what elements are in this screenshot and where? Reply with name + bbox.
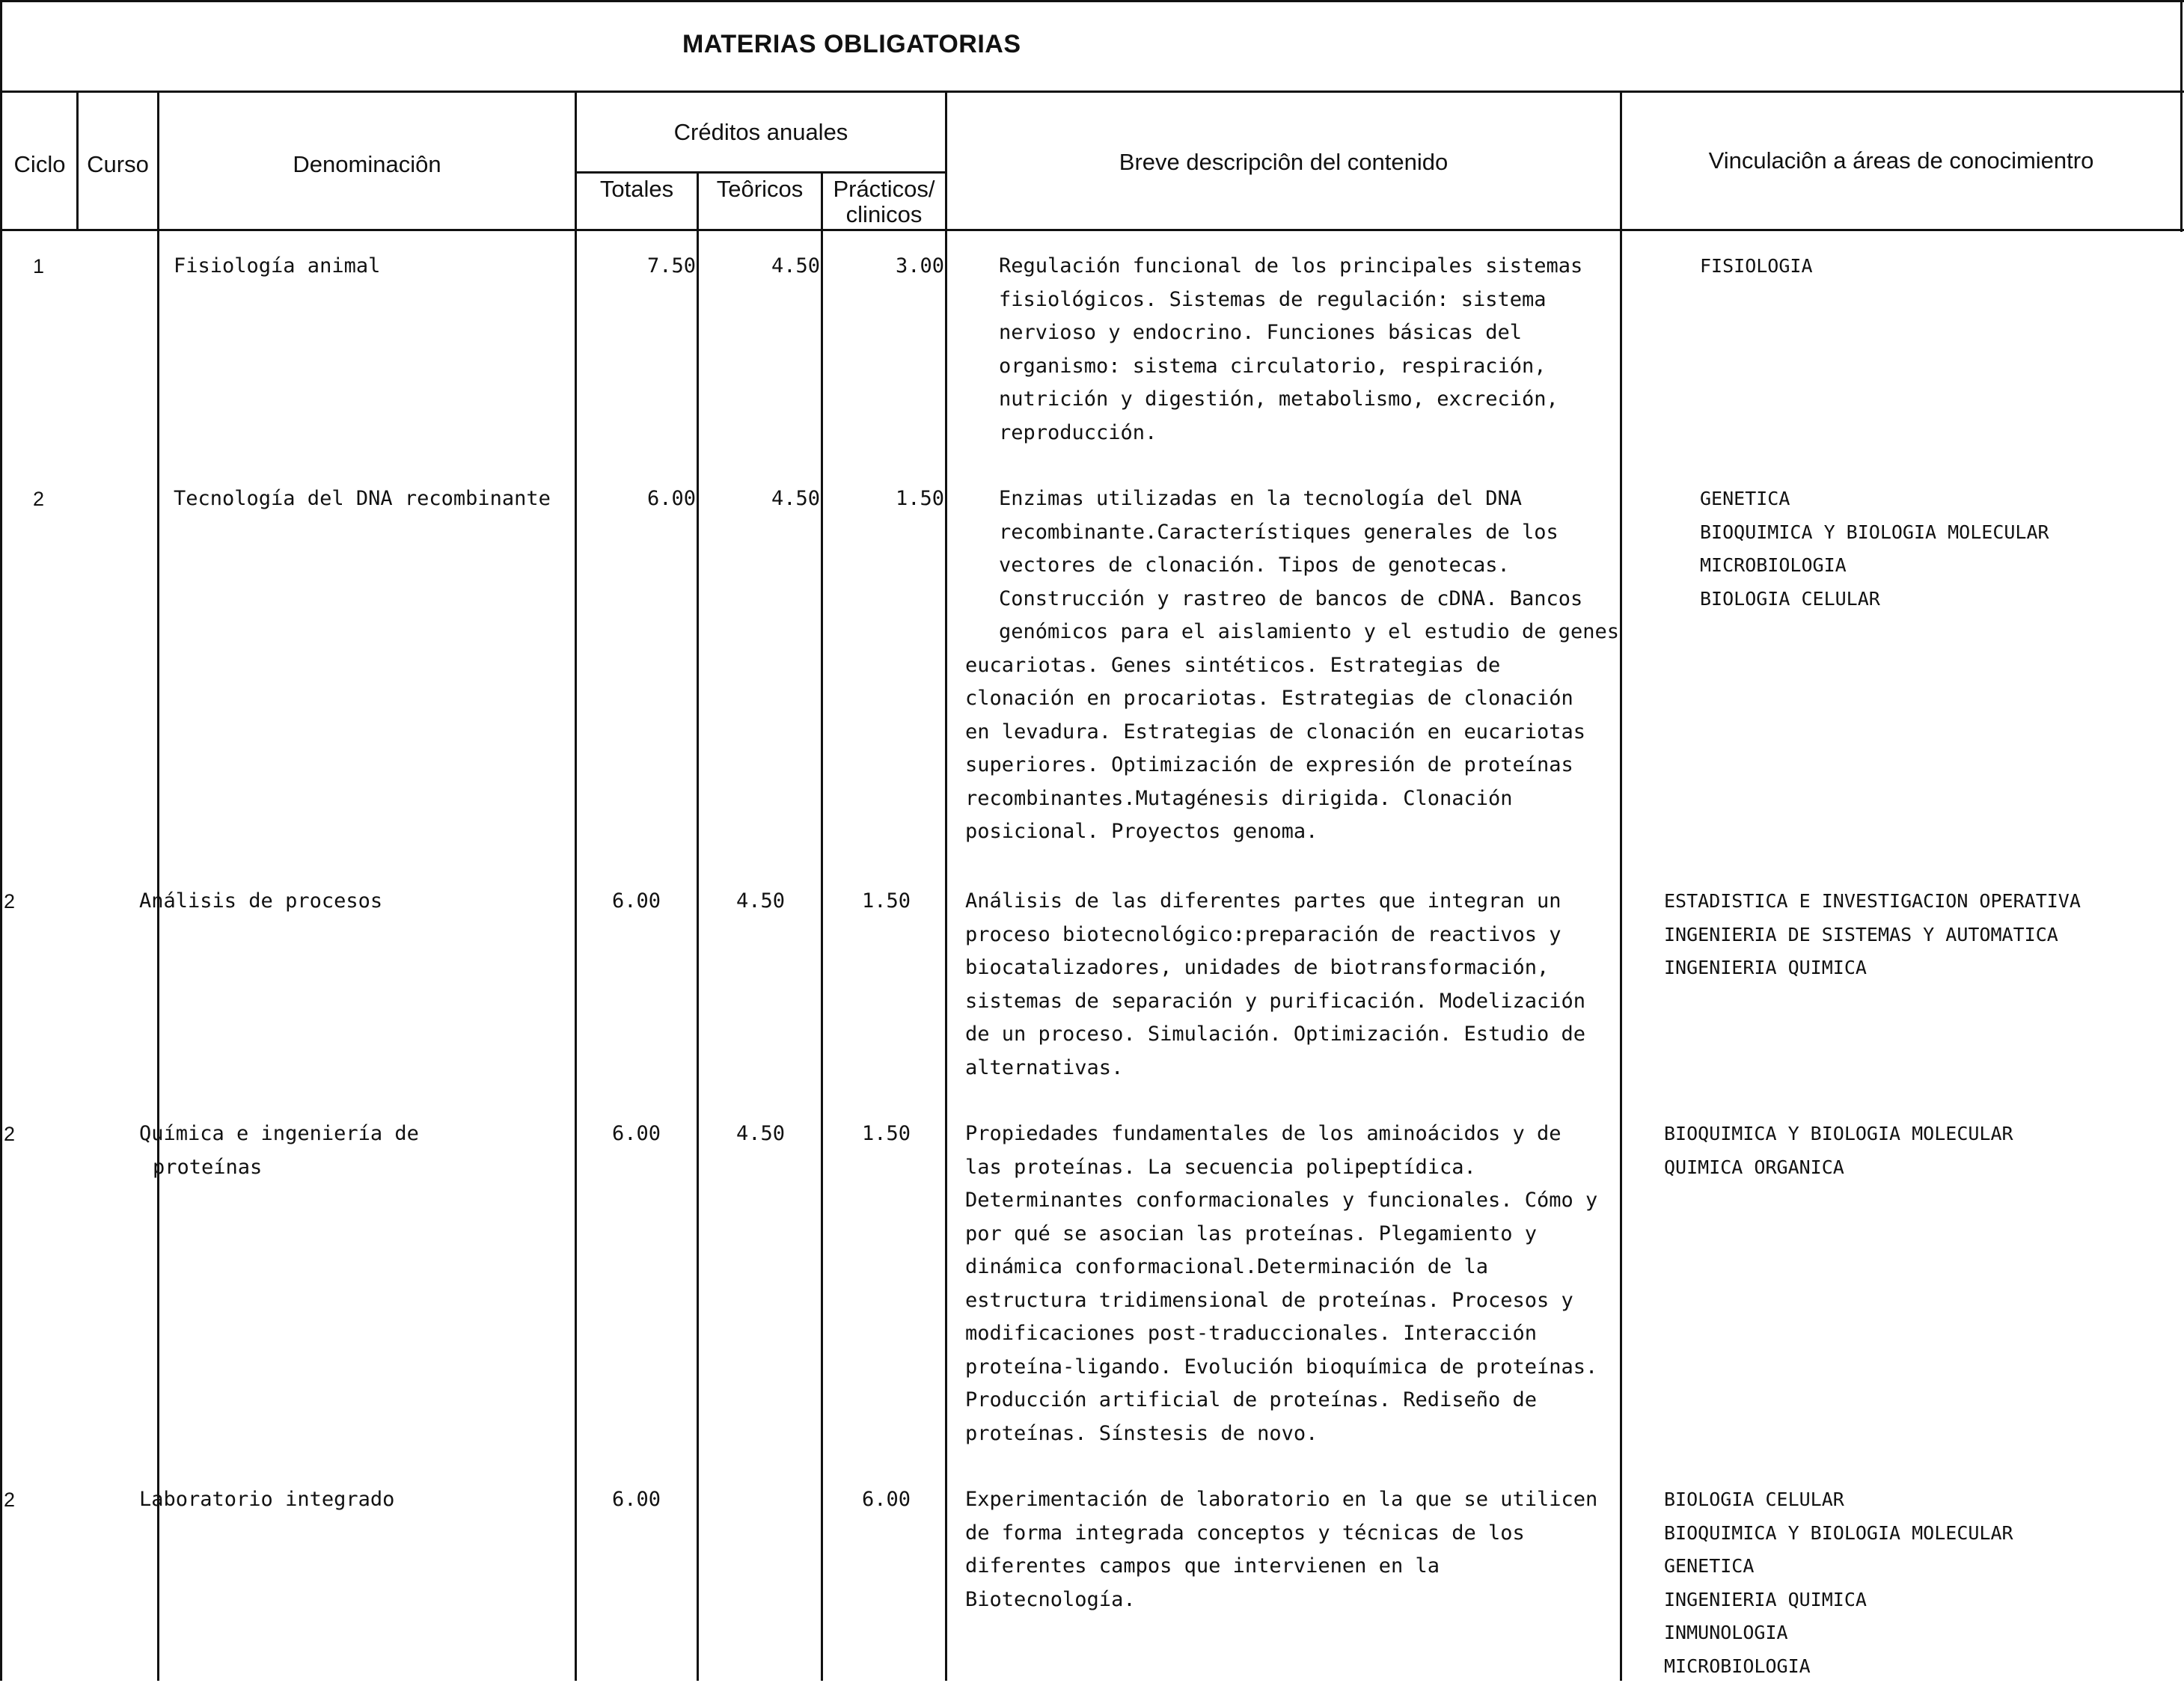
descripcion-line: en levadura. Estrategias de clonación en eucariotas xyxy=(965,716,1619,749)
area-line: BIOLOGIA CELULAR xyxy=(1700,583,2049,616)
areas-cell xyxy=(1664,1483,2013,1683)
left-border xyxy=(0,0,2,1681)
header-descripcion: Breve descripciôn del contenido xyxy=(947,150,1620,175)
totales-cell: 6.00 xyxy=(612,1483,661,1517)
totales-cell: 7.50 xyxy=(584,250,696,283)
descripcion-line: Producción artificial de proteínas. Rediseño de xyxy=(965,1384,1597,1417)
descripcion-line: Experimentación de laboratorio en la que se utilicen xyxy=(965,1483,1597,1517)
col-divider-denominacion xyxy=(575,91,577,1681)
header-teoricos: Teôricos xyxy=(699,177,821,202)
teoricos-cell: 4.50 xyxy=(736,1118,785,1151)
descripcion-line: proteína-ligando. Evolución bioquímica de proteínas. xyxy=(965,1351,1597,1385)
totales-cell: 6.00 xyxy=(612,1118,661,1151)
header-practicos xyxy=(823,177,945,227)
header-practicos-line2: clinicos xyxy=(823,202,945,227)
descripcion-cell xyxy=(965,1483,1597,1616)
col-divider-totales xyxy=(697,171,699,1681)
descripcion-line: por qué se asocian las proteínas. Plegamiento y xyxy=(965,1218,1597,1251)
denominacion-cell xyxy=(139,1483,394,1517)
ciclo-cell: 1 xyxy=(33,250,44,283)
descripcion-line: posicional. Proyectos genoma. xyxy=(965,815,1619,849)
page-title: MATERIAS OBLIGATORIAS xyxy=(682,30,1021,59)
denominacion-line: proteínas xyxy=(139,1151,419,1185)
top-border xyxy=(0,0,2184,2)
descripcion-line: Enzimas utilizadas en la tecnología del DNA xyxy=(965,482,1619,516)
area-line: BIOQUIMICA Y BIOLOGIA MOLECULAR xyxy=(1700,516,2049,550)
area-line: INGENIERIA DE SISTEMAS Y AUTOMATICA xyxy=(1664,919,2081,952)
descripcion-line: dinámica conformacional.Determinación de la xyxy=(965,1251,1597,1284)
descripcion-line: proteínas. Sínstesis de novo. xyxy=(965,1417,1597,1451)
denominacion-cell xyxy=(174,250,380,283)
header-creditos-anuales: Créditos anuales xyxy=(577,120,945,145)
descripcion-line: reproducción. xyxy=(999,417,1582,450)
right-border xyxy=(2180,0,2183,232)
descripcion-cell xyxy=(999,250,1582,450)
descripcion-line: biocatalizadores, unidades de biotransformación, xyxy=(965,951,1585,985)
descripcion-cell xyxy=(965,1118,1597,1450)
descripcion-line: de un proceso. Simulación. Optimización. Estudio de xyxy=(965,1018,1585,1052)
descripcion-line: superiores. Optimización de expresión de proteínas xyxy=(965,749,1619,782)
area-line: BIOQUIMICA Y BIOLOGIA MOLECULAR xyxy=(1664,1517,2013,1551)
descripcion-line: Análisis de las diferentes partes que integran un xyxy=(965,885,1585,919)
descripcion-line: eucariotas. Genes sintéticos. Estrategias de xyxy=(965,649,1619,683)
descripcion-line: Construcción y rastreo de bancos de cDNA. Bancos xyxy=(965,583,1619,616)
header-ciclo: Ciclo xyxy=(3,152,76,177)
denominacion-cell xyxy=(139,1118,419,1184)
descripcion-line: sistemas de separación y purificación. Modelización xyxy=(965,985,1585,1019)
ciclo-cell: 2 xyxy=(33,482,44,516)
header-curso: Curso xyxy=(79,152,157,177)
descripcion-line: Propiedades fundamentales de los aminoácidos y de xyxy=(965,1118,1597,1151)
teoricos-cell: 4.50 xyxy=(736,885,785,919)
area-line: INMUNOLOGIA xyxy=(1664,1616,2013,1650)
denominacion-line: Análisis de procesos xyxy=(139,885,382,919)
area-line: ESTADISTICA E INVESTIGACION OPERATIVA xyxy=(1664,885,2081,919)
header-denominacion: Denominaciôn xyxy=(159,152,575,177)
area-line: MICROBIOLOGIA xyxy=(1664,1650,2013,1683)
practicos-cell: 1.50 xyxy=(862,885,911,919)
descripcion-line: fisiológicos. Sistemas de regulación: sistema xyxy=(999,283,1582,317)
ciclo-cell: 2 xyxy=(4,885,15,919)
areas-cell xyxy=(1700,482,2049,616)
descripcion-line: recombinante.Característiques generales de los xyxy=(965,516,1619,550)
area-line: INGENIERIA QUIMICA xyxy=(1664,951,2081,985)
area-line: MICROBIOLOGIA xyxy=(1700,549,2049,583)
areas-cell xyxy=(1700,250,1813,283)
practicos-cell: 6.00 xyxy=(862,1483,911,1517)
area-line: FISIOLOGIA xyxy=(1700,250,1813,283)
area-line: GENETICA xyxy=(1664,1550,2013,1584)
descripcion-line: organismo: sistema circulatorio, respiración, xyxy=(999,350,1582,384)
descripcion-line: diferentes campos que intervienen en la xyxy=(965,1550,1597,1584)
totales-cell: 6.00 xyxy=(584,482,696,516)
practicos-cell: 1.50 xyxy=(862,1118,911,1151)
descripcion-line: Regulación funcional de los principales sistemas xyxy=(999,250,1582,283)
area-line: BIOLOGIA CELULAR xyxy=(1664,1483,2013,1517)
header-totales: Totales xyxy=(577,177,697,202)
denominacion-cell xyxy=(174,482,551,516)
descripcion-line: clonación en procariotas. Estrategias de clonación xyxy=(965,682,1619,716)
descripcion-line: de forma integrada conceptos y técnicas de los xyxy=(965,1517,1597,1551)
areas-cell xyxy=(1664,1118,2013,1184)
practicos-cell: 1.50 xyxy=(832,482,944,516)
header-practicos-line1: Prácticos/ xyxy=(823,177,945,202)
area-line: BIOQUIMICA Y BIOLOGIA MOLECULAR xyxy=(1664,1118,2013,1151)
denominacion-line: Fisiología animal xyxy=(174,250,380,283)
denominacion-line: Química e ingeniería de xyxy=(139,1118,419,1151)
descripcion-line: Determinantes conformacionales y funcionales. Cómo y xyxy=(965,1184,1597,1218)
descripcion-line: Biotecnología. xyxy=(965,1584,1597,1617)
areas-cell xyxy=(1664,885,2081,985)
credits-subheader-rule xyxy=(575,171,945,174)
descripcion-line: nutrición y digestión, metabolismo, excreción, xyxy=(999,383,1582,417)
descripcion-line: estructura tridimensional de proteínas. Procesos y xyxy=(965,1284,1597,1318)
practicos-cell: 3.00 xyxy=(832,250,944,283)
col-divider-teoricos xyxy=(821,171,823,1681)
col-divider-practicos xyxy=(945,91,947,1681)
header-bottom-rule xyxy=(0,229,2184,231)
area-line: INGENIERIA QUIMICA xyxy=(1664,1584,2013,1617)
descripcion-line: modificaciones post-traduccionales. Interacción xyxy=(965,1317,1597,1351)
denominacion-cell xyxy=(139,885,382,919)
descripcion-cell xyxy=(965,885,1585,1085)
area-line: GENETICA xyxy=(1700,482,2049,516)
teoricos-cell: 4.50 xyxy=(708,482,820,516)
teoricos-cell: 4.50 xyxy=(708,250,820,283)
descripcion-line: las proteínas. La secuencia polipeptídica. xyxy=(965,1151,1597,1185)
area-line: QUIMICA ORGANICA xyxy=(1664,1151,2013,1185)
ciclo-cell: 2 xyxy=(4,1118,15,1151)
descripcion-line: nervioso y endocrino. Funciones básicas del xyxy=(999,316,1582,350)
descripcion-cell xyxy=(965,482,1619,849)
descripcion-line: alternativas. xyxy=(965,1052,1585,1085)
denominacion-line: Tecnología del DNA recombinante xyxy=(174,482,551,516)
header-vinculacion: Vinculaciôn a áreas de conocimientro xyxy=(1622,148,2180,174)
title-rule xyxy=(0,91,2184,93)
descripcion-line: recombinantes.Mutagénesis dirigida. Clonación xyxy=(965,782,1619,816)
col-divider-descripcion xyxy=(1620,91,1622,1681)
descripcion-line: genómicos para el aislamiento y el estudio de genes xyxy=(965,616,1619,649)
ciclo-cell: 2 xyxy=(4,1483,15,1517)
denominacion-line: Laboratorio integrado xyxy=(139,1483,394,1517)
totales-cell: 6.00 xyxy=(612,885,661,919)
descripcion-line: vectores de clonación. Tipos de genotecas. xyxy=(965,549,1619,583)
descripcion-line: proceso biotecnológico:preparación de reactivos y xyxy=(965,919,1585,952)
